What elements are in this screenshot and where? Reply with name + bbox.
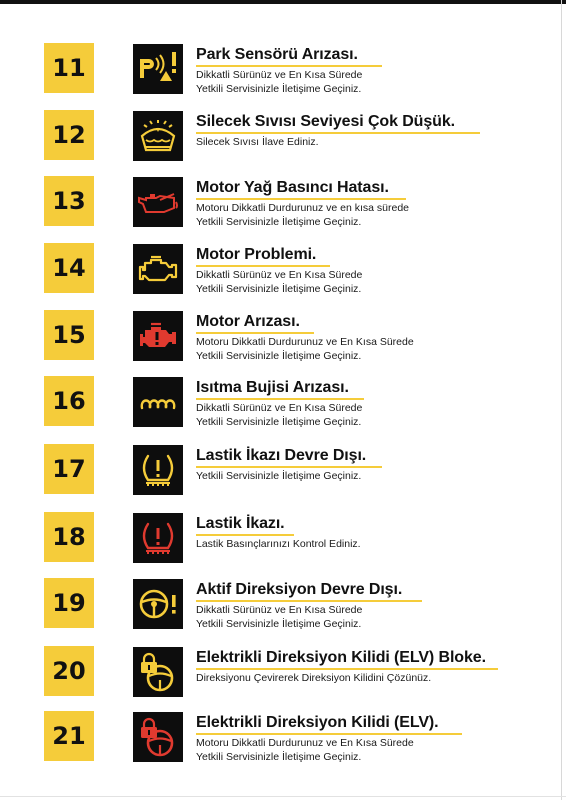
item-description bbox=[196, 537, 361, 551]
item-description bbox=[196, 469, 361, 483]
page-bottom-edge bbox=[0, 796, 566, 797]
description-line: Motoru Dikkatli Durdurunuz ve En Kısa Sürede bbox=[196, 737, 414, 749]
item-number: 12 bbox=[44, 110, 94, 160]
description-line: Yetkili Servisinizle İletişime Geçiniz. bbox=[196, 283, 362, 295]
description-line: Lastik Basınçlarınızı Kontrol Ediniz. bbox=[196, 538, 361, 550]
item-title: Silecek Sıvısı Seviyesi Çok Düşük. bbox=[196, 113, 455, 130]
icon-box bbox=[133, 244, 183, 294]
description-line: Yetkili Servisinizle İletişime Geçiniz. bbox=[196, 350, 362, 362]
item-description bbox=[196, 68, 362, 96]
icon-box bbox=[133, 513, 183, 563]
title-underline bbox=[196, 65, 382, 67]
engine-outline-icon bbox=[136, 247, 180, 291]
title-underline bbox=[196, 198, 406, 200]
list-item bbox=[0, 444, 560, 498]
steering-warning-icon bbox=[136, 582, 180, 626]
icon-box bbox=[133, 647, 183, 697]
description-line: Direksiyonu Çevirerek Direksiyon Kilidini Çözünüz. bbox=[196, 672, 432, 684]
icon-box bbox=[133, 377, 183, 427]
item-description bbox=[196, 201, 409, 229]
top-border bbox=[0, 0, 566, 4]
item-description bbox=[196, 335, 414, 363]
title-underline bbox=[196, 132, 480, 134]
steering-lock-icon bbox=[136, 650, 180, 694]
description-line: Dikkatli Sürünüz ve En Kısa Sürede bbox=[196, 269, 363, 281]
item-title: Motor Arızası. bbox=[196, 313, 300, 330]
list-item bbox=[0, 243, 560, 297]
title-underline bbox=[196, 265, 330, 267]
item-description bbox=[196, 401, 362, 429]
item-description bbox=[196, 671, 431, 685]
list-item bbox=[0, 711, 560, 765]
icon-box bbox=[133, 311, 183, 361]
icon-box bbox=[133, 445, 183, 495]
item-number: 11 bbox=[44, 43, 94, 93]
item-number: 14 bbox=[44, 243, 94, 293]
list-item bbox=[0, 578, 560, 632]
list-item bbox=[0, 310, 560, 364]
title-underline bbox=[196, 600, 422, 602]
item-description bbox=[196, 603, 362, 631]
item-title: Lastik İkazı Devre Dışı. bbox=[196, 447, 367, 464]
description-line: Dikkatli Sürünüz ve En Kısa Sürede bbox=[196, 604, 363, 616]
description-line: Silecek Sıvısı İlave Ediniz. bbox=[196, 136, 319, 148]
title-underline bbox=[196, 398, 364, 400]
list-item bbox=[0, 646, 560, 700]
description-line: Yetkili Servisinizle İletişime Geçiniz. bbox=[196, 216, 362, 228]
item-title: Aktif Direksiyon Devre Dışı. bbox=[196, 581, 403, 598]
title-underline bbox=[196, 733, 462, 735]
description-line: Dikkatli Sürünüz ve En Kısa Sürede bbox=[196, 69, 363, 81]
icon-box bbox=[133, 579, 183, 629]
title-underline bbox=[196, 332, 314, 334]
item-description bbox=[196, 736, 414, 764]
description-line: Yetkili Servisinizle İletişime Geçiniz. bbox=[196, 416, 362, 428]
list-item bbox=[0, 176, 560, 230]
item-description bbox=[196, 268, 362, 296]
description-line: Motoru Dikkatli Durdurunuz ve en kısa sürede bbox=[196, 202, 410, 214]
description-line: Yetkili Servisinizle İletişime Geçiniz. bbox=[196, 618, 362, 630]
title-underline bbox=[196, 534, 294, 536]
item-title: Park Sensörü Arızası. bbox=[196, 46, 358, 63]
tire-pressure-icon bbox=[136, 448, 180, 492]
icon-box bbox=[133, 177, 183, 227]
page-edge bbox=[561, 0, 562, 800]
list-item bbox=[0, 110, 560, 164]
list-item bbox=[0, 512, 560, 566]
icon-box bbox=[133, 712, 183, 762]
item-title: Motor Yağ Basıncı Hatası. bbox=[196, 179, 389, 196]
oil-pressure-icon bbox=[136, 180, 180, 224]
item-title: Isıtma Bujisi Arızası. bbox=[196, 379, 349, 396]
tire-pressure-icon bbox=[136, 516, 180, 560]
description-line: Motoru Dikkatli Durdurunuz ve En Kısa Sürede bbox=[196, 336, 414, 348]
item-number: 17 bbox=[44, 444, 94, 494]
title-underline bbox=[196, 668, 498, 670]
engine-fault-icon bbox=[136, 314, 180, 358]
item-title: Lastik İkazı. bbox=[196, 515, 285, 532]
steering-lock-icon bbox=[136, 715, 180, 759]
glow-plug-icon bbox=[136, 380, 180, 424]
description-line: Yetkili Servisinizle İletişime Geçiniz. bbox=[196, 83, 362, 95]
item-number: 15 bbox=[44, 310, 94, 360]
description-line: Yetkili Servisinizle İletişime Geçiniz. bbox=[196, 751, 362, 763]
item-title: Elektrikli Direksiyon Kilidi (ELV) Bloke. bbox=[196, 649, 486, 666]
item-title: Elektrikli Direksiyon Kilidi (ELV). bbox=[196, 714, 439, 731]
item-number: 13 bbox=[44, 176, 94, 226]
item-number: 21 bbox=[44, 711, 94, 761]
description-line: Yetkili Servisinizle İletişime Geçiniz. bbox=[196, 470, 362, 482]
washer-fluid-icon bbox=[136, 114, 180, 158]
title-underline bbox=[196, 466, 382, 468]
list-item bbox=[0, 43, 560, 97]
item-number: 20 bbox=[44, 646, 94, 696]
icon-box bbox=[133, 44, 183, 94]
icon-box bbox=[133, 111, 183, 161]
park-sensor-warning-icon bbox=[136, 47, 180, 91]
list-item bbox=[0, 376, 560, 430]
item-number: 19 bbox=[44, 578, 94, 628]
item-description bbox=[196, 135, 319, 149]
item-number: 18 bbox=[44, 512, 94, 562]
item-title: Motor Problemi. bbox=[196, 246, 317, 263]
item-number: 16 bbox=[44, 376, 94, 426]
description-line: Dikkatli Sürünüz ve En Kısa Sürede bbox=[196, 402, 363, 414]
